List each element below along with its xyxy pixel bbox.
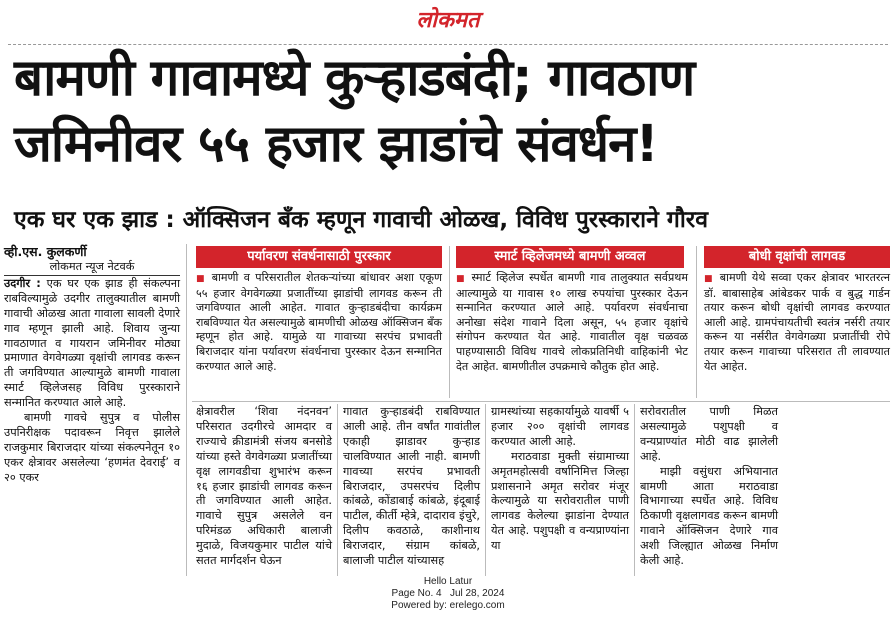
footer-date: Jul 28, 2024	[449, 588, 505, 599]
box-title-bodhi-trees: बोधी वृक्षांची लागवड	[704, 246, 890, 268]
box-text: बामणी येथे सव्वा एकर क्षेत्रावर भारतरत्न डॉ. बाबासाहेब आंबेडकर पार्क व बुद्ध गार्डन तयार करून बोधी वृक्षांची लागवड करण्यात आली आहे. ग्रामपंचायतीची स्वतंत्र नर्सरी तयार करून या नर्सरीत वेगवेगळ्या प्रजातींची रोपे तयार करून गावाच्या परिसरात ती लावण्यात येत आहेत.	[704, 271, 890, 373]
lead-paragraph	[4, 277, 180, 411]
box-title-environment-award: पर्यावरण संवर्धनासाठी पुरस्कार	[196, 246, 442, 268]
box-divider	[449, 246, 450, 398]
lead-text: एक घर एक झाड ही संकल्पना राबविल्यामुळे उदगीर तालुक्यातील बामणी गावाची ओळख आता गावाला सावली देणारे गाव म्हणून झाली आहे. शिवाय जुन्या गावठाणात व गायरान जमिनीवर मोठ्या प्रमाणात वेगवेगळ्या वृक्षांची लागवड करून ती जगविण्यात आल्यामुळे बामणी गावाला स्मार्ट व्हिलेजसह विविध पुरस्काराने सन्मानित करण्यात आले आहे.	[4, 276, 181, 410]
masthead	[0, 4, 896, 38]
footer-powered-by: Powered by: erelego.com	[391, 600, 505, 611]
body-column-4	[491, 405, 629, 554]
box-body-environment-award	[196, 271, 442, 374]
column-divider	[634, 404, 635, 576]
bullet-icon: ■	[196, 274, 207, 284]
masthead-divider	[8, 44, 888, 45]
box-text: बामणी व परिसरातील शेतकऱ्यांच्या बांधावर अशा एकूण ५५ हजार वेगवेगळ्या प्रजातींच्या झाडांची लागवड करून ती जगविण्यात आली आहेत. गावात कुऱ्हाडबंदीचा कार्यक्रम राबविण्यात येत असल्यामुळे बामणीची ओळख ऑक्सिजन बँक म्हणून होत आहे. यामुळे या गावाच्या सरपंच प्रभावती बिराजदार यांना पर्यावरण संवर्धनाचा पुरस्कार देऊन सन्मानित करण्यात आले आहे.	[196, 271, 443, 373]
lead-paragraph-2: बामणी गावचे सुपुत्र व पोलीस उपनिरीक्षक पदावरून निवृत्त झालेले राजकुमार बिराजदार यांच्या संकल्पनेतून १० एकर क्षेत्रावर असलेल्या ‘हणमंत देवराई’ व २० एकर	[4, 411, 180, 484]
lead-column	[4, 244, 180, 486]
body-text: मराठवाडा मुक्ती संग्रामाच्या अमृतमहोत्सवी वर्षानिमित्त जिल्हा प्रशासनाने अमृत सरोवर मंजूर केल्यामुळे या सरोवरातील पाणी लागवड केलेल्या झाडांना देण्यात येत आहे. पशुपक्षी व वन्यप्राण्यांना या	[491, 449, 629, 553]
body-column-3	[343, 405, 480, 569]
section-divider	[192, 401, 890, 402]
page-footer	[0, 576, 896, 612]
body-text: ग्रामस्थांच्या सहकार्यामुळे यावर्षी ५ हजार २०० वृक्षांची लागवड करण्यात आली आहे.	[491, 405, 629, 448]
footer-page-number: Page No. 4	[391, 588, 442, 599]
body-text: गावात कुऱ्हाडबंदी राबविण्यात आली आहे. तीन वर्षांत गावांतील एकाही झाडावर कुऱ्हाड चालविण्यात आली नाही. बामणी गावच्या सरपंच प्रभावती बिराजदार, उपसरपंच दिलीप कांबळे, कोंडाबाई कांबळे, इंदूबाई पाटील, कीर्ती म्हेत्रे, दादाराव इंचुरे, दिलीप कवठाळे, काशीनाथ बिराजदार, संग्राम कांबळे, बालाजी पाटील यांच्यासह	[343, 405, 480, 568]
bullet-icon: ■	[456, 274, 467, 284]
headline-line-2: जमिनीवर ५५ हजार झाडांचे संवर्धन!	[14, 115, 658, 174]
box-body-smart-village	[456, 271, 688, 374]
column-divider	[337, 404, 338, 576]
box-divider	[696, 246, 697, 398]
body-text: सरोवरातील पाणी मिळत असल्यामुळे पशुपक्षी व वन्यप्राण्यांत मोठी वाढ झालेली आहे.	[640, 405, 778, 463]
byline-author: व्ही.एस. कुलकर्णी	[4, 244, 87, 259]
headline-line-1: बामणी गावामध्ये कुऱ्हाडबंदी; गावठाण	[14, 49, 695, 108]
body-text: माझी वसुंधरा अभियानात बामणी आता मराठवाडा विभागाच्या स्पर्धेत आहे. विविध ठिकाणी वृक्षलागवड करून बामणी गावाने ऑक्सिजन देणारे गाव अशी जिल्ह्यात ओळख निर्माण केली आहे.	[640, 464, 778, 568]
dateline-place: उदगीर :	[4, 276, 41, 290]
lokmat-logo: लोकमत	[416, 8, 480, 33]
column-divider	[186, 244, 187, 576]
footer-edition: Hello Latur	[423, 576, 473, 587]
byline-bureau: लोकमत न्यूज नेटवर्क	[4, 260, 180, 276]
box-title-smart-village: स्मार्ट व्हिलेजमध्ये बामणी अव्वल	[456, 246, 684, 268]
subheadline: एक घर एक झाड : ऑक्सिजन बँक म्हणून गावाची ओळख, विविध पुरस्काराने गौरव	[14, 207, 708, 233]
box-body-bodhi-trees	[704, 271, 890, 374]
headline	[14, 46, 886, 178]
column-divider	[485, 404, 486, 576]
bullet-icon: ■	[704, 274, 715, 284]
body-text: क्षेत्रावरील ‘शिवा नंदनवन’ परिसरात उदगीरचे आमदार व राज्याचे क्रीडामंत्री संजय बनसोडे यांच्या हस्ते वेगवेगळ्या प्रजातींच्या वृक्ष लागवडीचा शुभारंभ करून १६ हजार झाडांची लागवड करून ती जगविण्यात आली आहेत. गावाचे सुपुत्र असलेले वन परिमंडळ अधिकारी बालाजी मुदाळे, विजयकुमार पाटील यांचे सतत मार्गदर्शन घेऊन	[196, 405, 332, 568]
body-column-5	[640, 405, 778, 569]
box-text: स्मार्ट व्हिलेज स्पर्धेत बामणी गाव तालुक्यात सर्वप्रथम आल्यामुळे या गावास १० लाख रुपयांचा पुरस्कार देऊन सन्मानित करण्यात आले आहे. पर्यावरण संवर्धनाचा अनोखा संदेश गावाने दिला असून, ५५ हजार वृक्षांचे संगोपन करण्यात येत आहे. गावातील वृक्ष चळवळ पाहण्यासाठी विविध गावचे लोकप्रतिनिधी वाहिकांनी भेट देत आहेत. बामणीतील उपक्रमाचे कौतुक होत आहे.	[456, 271, 688, 373]
body-column-2	[196, 405, 332, 569]
footer-page-info	[0, 588, 896, 600]
